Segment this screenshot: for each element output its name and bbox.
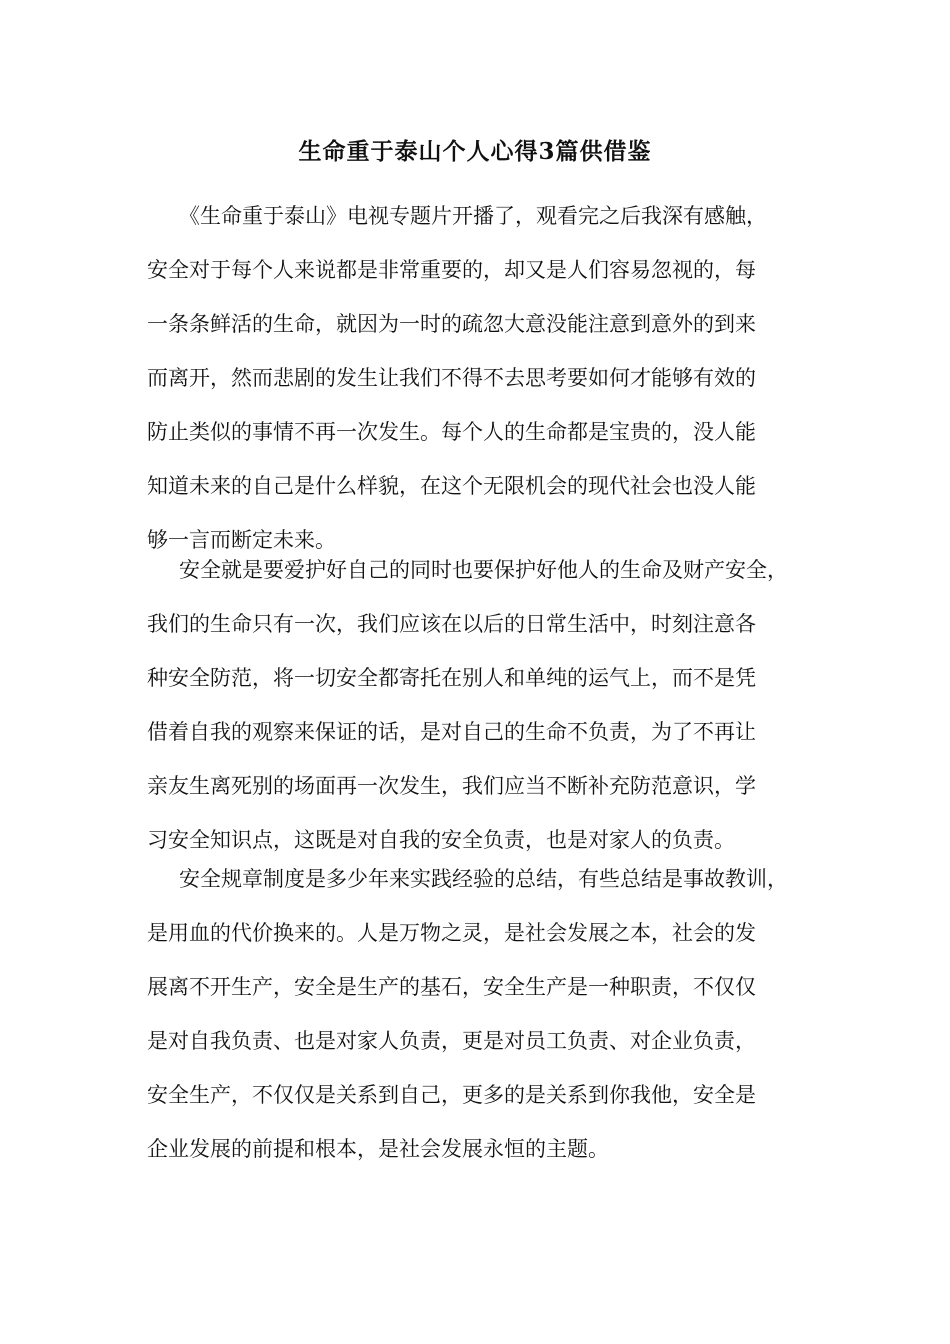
paragraph-line: 我们的生命只有一次，我们应该在以后的日常生活中，时刻注意各 — [147, 612, 756, 636]
paragraph-line: 而离开，然而悲剧的发生让我们不得不去思考要如何才能够有效的 — [147, 366, 756, 390]
paragraph-line: 够一言而断定未来。 — [147, 528, 336, 552]
paragraph-line: 是用血的代价换来的。人是万物之灵，是社会发展之本，社会的发 — [147, 921, 756, 945]
paragraph-line: 是对自我负责、也是对家人负责，更是对员工负责、对企业负责， — [147, 1029, 756, 1053]
paragraph-line: 知道未来的自己是什么样貌，在这个无限机会的现代社会也没人能 — [147, 474, 756, 498]
paragraph-line: 安全对于每个人来说都是非常重要的，却又是人们容易忽视的，每 — [147, 258, 756, 282]
paragraph-line: 安全生产，不仅仅是关系到自己，更多的是关系到你我他，安全是 — [147, 1083, 756, 1107]
paragraph-3 — [147, 852, 812, 1176]
paragraph-line: 企业发展的前提和根本，是社会发展永恒的主题。 — [147, 1137, 609, 1161]
paragraph-1 — [147, 189, 812, 567]
paragraph-line: 一条条鲜活的生命，就因为一时的疏忽大意没能注意到意外的到来 — [147, 312, 756, 336]
paragraph-line: 安全规章制度是多少年来实践经验的总结，有些总结是事故教训， — [179, 867, 788, 891]
paragraph-line: 展离不开生产，安全是生产的基石，安全生产是一种职责，不仅仅 — [147, 975, 756, 999]
paragraph-line: 亲友生离死别的场面再一次发生，我们应当不断补充防范意识，学 — [147, 774, 756, 798]
paragraph-line: 种安全防范，将一切安全都寄托在别人和单纯的运气上，而不是凭 — [147, 666, 756, 690]
paragraph-line: 习安全知识点，这既是对自我的安全负责，也是对家人的负责。 — [147, 828, 735, 852]
paragraph-line: 安全就是要爱护好自己的同时也要保护好他人的生命及财产安全， — [179, 558, 788, 582]
paragraph-line: 《生命重于泰山》电视专题片开播了，观看完之后我深有感触， — [179, 204, 767, 228]
paragraph-line: 借着自我的观察来保证的话，是对自己的生命不负责，为了不再让 — [147, 720, 756, 744]
paragraph-2 — [147, 543, 812, 867]
paragraph-line: 防止类似的事情不再一次发生。每个人的生命都是宝贵的，没人能 — [147, 420, 756, 444]
document-title: 生命重于泰山个人心得3篇供借鉴 — [298, 138, 652, 165]
